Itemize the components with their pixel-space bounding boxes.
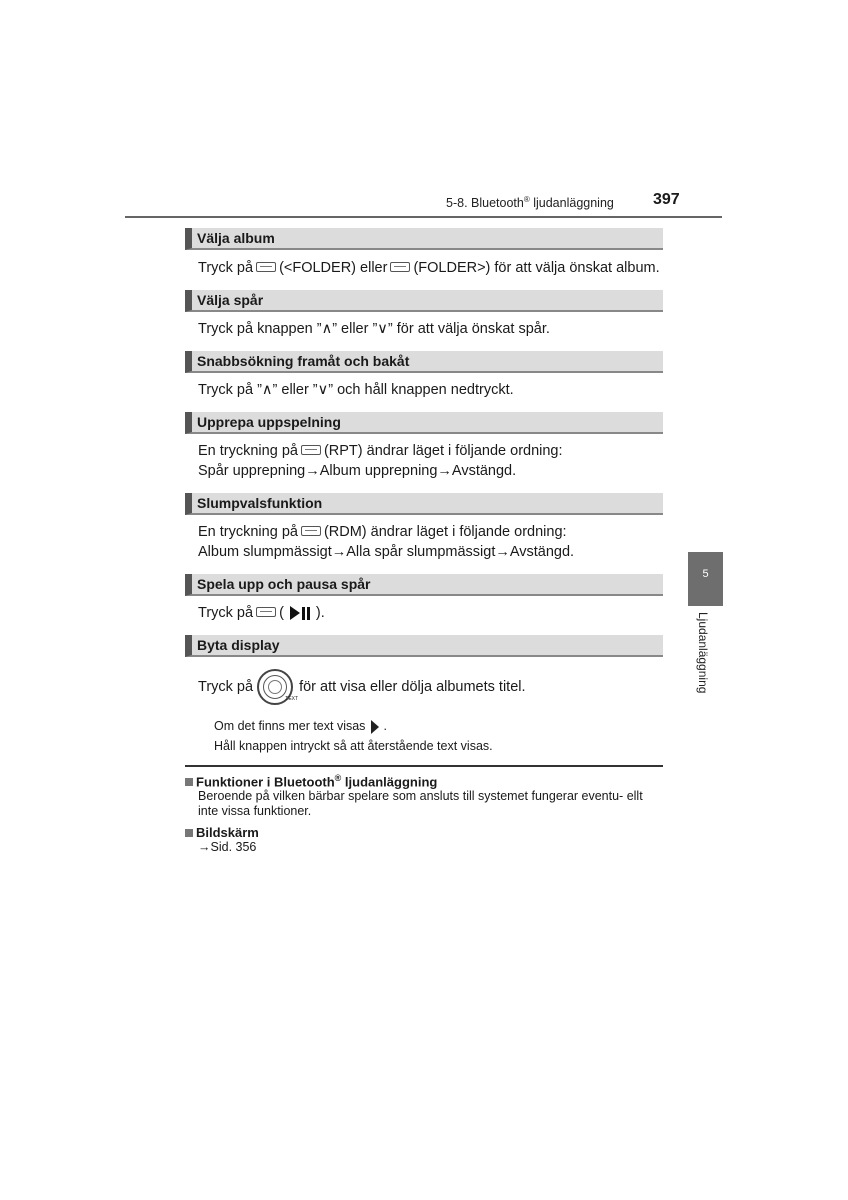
chapter-tab-label: Ljudanläggning [696,612,710,694]
section-text: Tryck på TEXT för att visa eller dölja albumets titel. [185,657,663,705]
more-text-arrow-icon [371,720,379,734]
info-divider [185,765,663,767]
note-hold-button: Håll knappen intryckt så att återstående text visas. [214,739,493,753]
section-text: Tryck på knappen ”∧” eller ”∨” för att välja önskat spår. [198,321,550,337]
play-pause-button-icon [256,607,276,617]
section-text: Tryck på (<FOLDER) eller (FOLDER>) för att välja önskat album. [198,260,660,276]
section-heading: Upprepa uppspelning [185,412,663,434]
info-bluetooth-functions [185,773,663,819]
section-fast-seek [185,351,663,400]
section-heading: Välja spår [185,290,663,312]
square-bullet-icon [185,829,193,837]
rpt-button-icon [301,445,321,455]
section-text: En tryckning på (RDM) ändrar läget i följande ordning: Album slumpmässigt→Alla spår slumpmässigt→Avstängd. [198,524,575,560]
info-screen [185,825,663,855]
chapter-title: 5-8. Bluetooth [446,196,524,211]
section-repeat [185,412,663,481]
knob-label: TEXT [285,696,299,702]
play-pause-icon [290,606,310,620]
main-content [185,228,663,855]
section-text: En tryckning på (RPT) ändrar läget i följande ordning: Spår upprepning→Album upprepning→Avstängd. [198,443,563,479]
registered-mark: ® [523,195,530,204]
square-bullet-icon [185,778,193,786]
chapter-title-suffix: ljudanläggning [529,196,614,211]
header-divider [125,216,722,218]
folder-back-button-icon [256,262,276,272]
section-heading: Spela upp och pausa spår [185,574,663,596]
rdm-button-icon [301,526,321,536]
section-random [185,493,663,562]
section-change-display [185,635,663,755]
section-heading: Snabbsökning framåt och bakåt [185,351,663,373]
section-heading: Byta display [185,635,663,657]
chapter-heading [446,195,614,210]
section-heading: Slumpvalsfunktion [185,493,663,515]
folder-forward-button-icon [390,262,410,272]
note-more-text: Om det finns mer text visas . [214,719,387,733]
info-heading: Bildskärm [185,825,663,840]
section-heading: Välja album [185,228,663,250]
section-select-album [185,228,663,278]
page-reference-link[interactable]: →Sid. 356 [198,839,257,854]
section-text: Tryck på ( ). [198,605,325,621]
page-number: 397 [653,191,680,208]
chapter-tab: 5 [688,552,723,606]
info-heading: Funktioner i Bluetooth® ljudanläggning [185,773,663,789]
section-select-track [185,290,663,339]
info-text: Beroende på vilken bärbar spelare som ansluts till systemet fungerar eventu- ellt inte vissa funktioner. [198,788,643,818]
section-text: Tryck på ”∧” eller ”∨” och håll knappen nedtryckt. [198,382,514,398]
text-knob-icon [257,669,299,705]
section-play-pause [185,574,663,623]
